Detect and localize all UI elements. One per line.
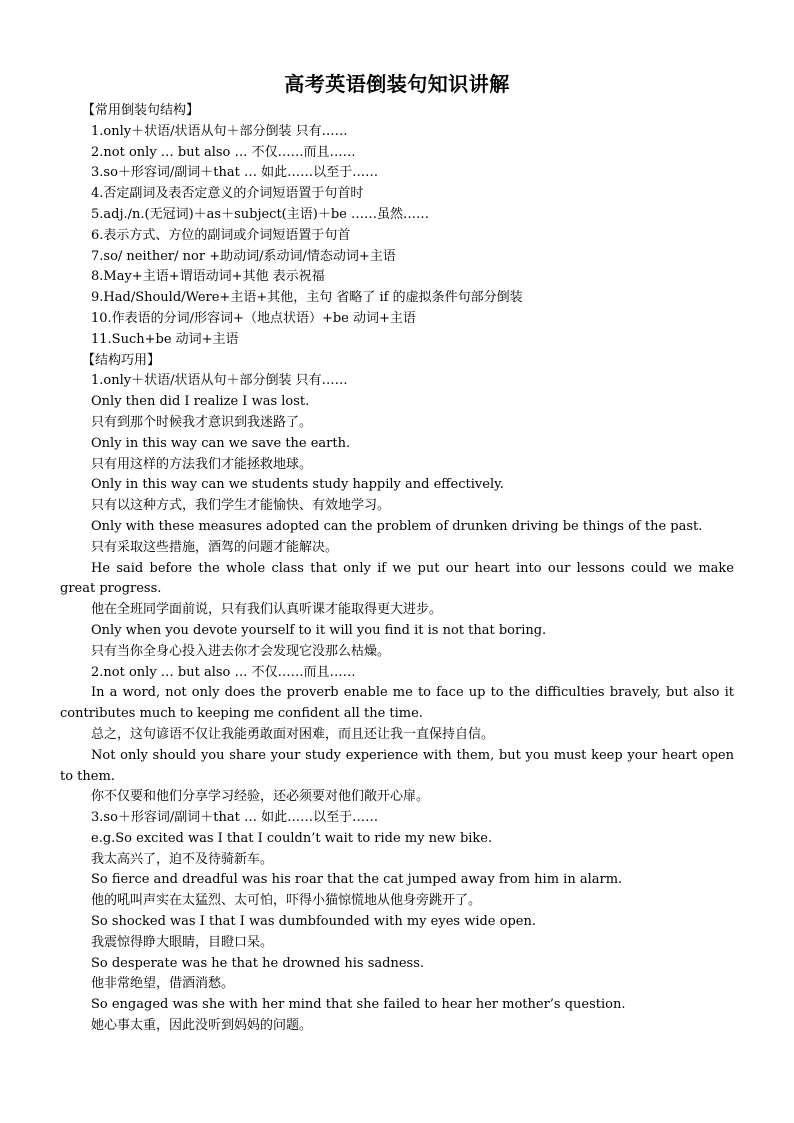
example-line: Only in this way can we students study happily and effectively. xyxy=(91,477,504,493)
example-line: Only in this way can we save the earth. xyxy=(91,435,351,451)
structure-item: 7.so/ neither/ nor +助动词/系动词/情态动词+主语 xyxy=(91,248,396,264)
example-line: So engaged was she with her mind that she failed to hear her mother’s question. xyxy=(91,997,626,1013)
translation-line: 他在全班同学面前说，只有我们认真听课才能取得更大进步。 xyxy=(91,602,443,618)
example-line: He said before the whole class that only if we put our heart into our lessons could we make great progress. xyxy=(60,560,734,597)
example-line: Only with these measures adopted can the problem of drunken driving be things of the past. xyxy=(91,518,703,534)
example-line: 2.not only … but also … 不仅……而且…… xyxy=(91,664,356,680)
translation-line: 只有到那个时候我才意识到我迷路了。 xyxy=(91,414,313,430)
translation-line: 总之，这句谚语不仅让我能勇敢面对困难，而且还让我一直保持自信。 xyxy=(91,726,495,742)
structure-item: 2.not only … but also … 不仅……而且…… xyxy=(91,144,356,160)
structure-item: 10.作表语的分词/形容词+（地点状语）+be 动词+主语 xyxy=(91,310,416,326)
structure-item: 5.adj./n.(无冠词)＋as＋subject(主语)＋be ……虽然…… xyxy=(91,206,429,222)
structure-item: 11.Such+be 动词+主语 xyxy=(91,331,239,347)
translation-line: 她心事太重，因此没听到妈妈的问题。 xyxy=(91,1018,313,1034)
translation-line: 只有用这样的方法我们才能拯救地球。 xyxy=(91,456,313,472)
translation-line: 你不仅要和他们分享学习经验，还必须要对他们敞开心扉。 xyxy=(91,789,430,805)
example-line: Only when you devote yourself to it will you find it is not that boring. xyxy=(91,622,547,638)
example-line: So desperate was he that he drowned his sadness. xyxy=(91,955,424,971)
translation-line: 他的吼叫声实在太猛烈、太可怕，吓得小猫惊慌地从他身旁跳开了。 xyxy=(91,893,482,909)
section-heading-usage: 【结构巧用】 xyxy=(82,352,161,368)
example-line: Only then did I realize I was lost. xyxy=(91,394,310,410)
structure-item: 6.表示方式、方位的副词或介词短语置于句首 xyxy=(91,227,351,243)
translation-line: 我震惊得睁大眼睛，目瞪口呆。 xyxy=(91,934,274,950)
example-line: 3.so＋形容词/副词＋that … 如此……以至于…… xyxy=(91,810,379,826)
section-heading-structures: 【常用倒装句结构】 xyxy=(82,103,200,118)
translation-line: 只有采取这些措施，酒驾的问题才能解决。 xyxy=(91,539,339,555)
page-title: 高考英语倒装句知识讲解 xyxy=(284,72,510,96)
structure-item: 3.so＋形容词/副词＋that … 如此……以至于…… xyxy=(91,165,379,181)
translation-line: 他非常绝望，借酒消愁。 xyxy=(91,976,235,992)
structure-list xyxy=(60,122,734,351)
translation-line: 我太高兴了，迫不及待骑新车。 xyxy=(91,851,274,867)
example-line: e.g.So excited was I that I couldn’t wait to ride my new bike. xyxy=(91,830,493,846)
translation-line: 只有当你全身心投入进去你才会发现它没那么枯燥。 xyxy=(91,643,391,659)
example-line: So shocked was I that I was dumbfounded with my eyes wide open. xyxy=(91,914,536,930)
structure-item: 4.否定副词及表否定意义的介词短语置于句首时 xyxy=(91,186,364,202)
example-line: So fierce and dreadful was his roar that the cat jumped away from him in alarm. xyxy=(91,872,623,888)
structure-item: 8.May+主语+谓语动词+其他 表示祝福 xyxy=(91,269,325,285)
example-line: 1.only＋状语/状语从句＋部分倒装 只有…… xyxy=(91,373,348,389)
example-line: Not only should you share your study experience with them, but you must keep your heart open to them. xyxy=(60,747,734,784)
translation-line: 只有以这种方式，我们学生才能愉快、有效地学习。 xyxy=(91,498,391,514)
example-line: In a word, not only does the proverb enable me to face up to the difficulties bravely, but also it contributes much to keeping me confident all the time. xyxy=(60,685,734,722)
structure-item: 1.only＋状语/状语从句＋部分倒装 只有…… xyxy=(91,123,348,139)
usage-content xyxy=(60,371,734,1037)
structure-item: 9.Had/Should/Were+主语+其他，主句 省略了 if 的虚拟条件句部分倒装 xyxy=(91,290,523,306)
document-body xyxy=(60,101,734,1037)
